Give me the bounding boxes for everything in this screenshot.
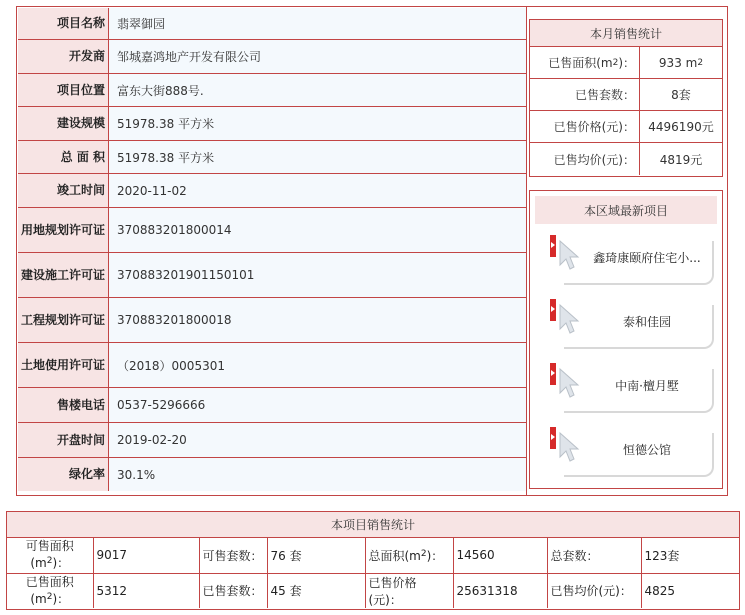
monthly-value: 4496190元 bbox=[648, 120, 714, 134]
latest-projects-title: 本区域最新项目 bbox=[535, 196, 717, 224]
monthly-sales-box bbox=[529, 19, 723, 177]
stat-label: 已售价格(元)： bbox=[365, 573, 453, 608]
superscript: 2 bbox=[46, 591, 53, 602]
stat-label bbox=[365, 538, 453, 573]
info-label: 土地使用许可证 bbox=[18, 343, 109, 387]
table-row bbox=[7, 538, 739, 573]
info-label: 绿化率 bbox=[18, 458, 109, 491]
latest-project-item[interactable] bbox=[546, 427, 718, 483]
stat-label bbox=[7, 573, 93, 608]
stat-value: 45 套 bbox=[267, 573, 365, 608]
monthly-label bbox=[530, 47, 640, 78]
table-row bbox=[7, 573, 739, 608]
info-row-land-permit bbox=[18, 208, 526, 253]
latest-project-item[interactable] bbox=[546, 363, 718, 419]
info-value: 邹城嘉鸿地产开发有限公司 bbox=[109, 40, 526, 73]
latest-project-item[interactable] bbox=[546, 235, 718, 291]
stat-value: 76 套 bbox=[267, 538, 365, 573]
info-value: 370883201901150101 bbox=[109, 253, 526, 297]
info-label: 建设施工许可证 bbox=[18, 253, 109, 297]
info-value: 51978.38 平方米 bbox=[109, 107, 526, 140]
red-tab-icon bbox=[550, 235, 556, 257]
monthly-value bbox=[640, 47, 722, 78]
red-tab-icon bbox=[550, 363, 556, 385]
monthly-label: 已售套数： bbox=[530, 79, 640, 110]
info-label: 项目名称 bbox=[18, 8, 109, 39]
info-row-name bbox=[18, 8, 526, 40]
superscript: 2 bbox=[612, 57, 619, 68]
info-value: 370883201800018 bbox=[109, 298, 526, 342]
total-area-label: 总面积(m bbox=[368, 548, 421, 563]
project-sales-box bbox=[6, 511, 740, 610]
info-label: 售楼电话 bbox=[18, 388, 109, 422]
info-label: 工程规划许可证 bbox=[18, 298, 109, 342]
monthly-row-price bbox=[530, 111, 722, 143]
stat-value: 123套 bbox=[641, 538, 739, 573]
info-label: 开发商 bbox=[18, 40, 109, 73]
info-label: 总 面 积 bbox=[18, 141, 109, 173]
red-tab-icon bbox=[550, 299, 556, 321]
unit-tail: )： bbox=[52, 556, 70, 571]
info-value: 2020-11-02 bbox=[109, 174, 526, 207]
info-label: 竣工时间 bbox=[18, 174, 109, 207]
superscript: 2 bbox=[420, 548, 427, 559]
info-row-land-use-permit bbox=[18, 343, 526, 388]
monthly-row-avg bbox=[530, 143, 722, 175]
monthly-label: 已售价格(元)： bbox=[530, 111, 640, 142]
latest-project-name[interactable]: 中南·檀月墅 bbox=[615, 379, 679, 393]
stat-label: 可售套数： bbox=[199, 538, 267, 573]
stat-label: 已售均价(元)： bbox=[547, 573, 641, 608]
project-info-table bbox=[18, 8, 526, 491]
project-sales-table bbox=[7, 538, 739, 608]
info-label: 建设规模 bbox=[18, 107, 109, 140]
sold-area-label: 已售面积 bbox=[25, 574, 74, 589]
info-row-completion bbox=[18, 174, 526, 208]
monthly-row-area bbox=[530, 47, 722, 79]
stat-value: 25631318 bbox=[453, 573, 547, 608]
monthly-value: 4819元 bbox=[659, 152, 703, 167]
info-row-scale bbox=[18, 107, 526, 141]
info-value: 51978.38 平方米 bbox=[109, 141, 526, 173]
unit-tail: )： bbox=[52, 591, 70, 606]
info-row-total-area bbox=[18, 141, 526, 174]
monthly-value: 8套 bbox=[671, 88, 691, 102]
superscript: 2 bbox=[697, 57, 704, 68]
info-value: 2019-02-20 bbox=[109, 423, 526, 457]
info-row-engineering-permit bbox=[18, 298, 526, 343]
latest-project-name[interactable]: 恒德公馆 bbox=[622, 443, 671, 457]
red-tab-icon bbox=[550, 427, 556, 449]
stat-value: 9017 bbox=[93, 538, 199, 573]
info-value: （2018）0005301 bbox=[109, 343, 526, 387]
latest-projects-box bbox=[529, 190, 723, 489]
column-divider bbox=[526, 7, 527, 495]
monthly-label: 已售均价(元)： bbox=[530, 143, 640, 175]
label-tail: )： bbox=[618, 56, 635, 70]
superscript: 2 bbox=[46, 556, 53, 567]
info-value: 翡翠御园 bbox=[109, 8, 526, 39]
project-sales-title: 本项目销售统计 bbox=[7, 512, 739, 538]
monthly-area-label: 已售面积(m bbox=[548, 56, 613, 70]
info-label: 用地规划许可证 bbox=[18, 208, 109, 252]
info-value: 30.1% bbox=[109, 458, 526, 491]
monthly-row-count bbox=[530, 79, 722, 111]
stat-label bbox=[7, 538, 93, 573]
info-value: 0537-5296666 bbox=[109, 388, 526, 422]
stat-label: 总套数： bbox=[547, 538, 641, 573]
unit-text: (m bbox=[30, 556, 47, 571]
info-row-phone bbox=[18, 388, 526, 423]
label-tail: )： bbox=[426, 548, 444, 563]
stat-value: 4825 bbox=[641, 573, 739, 608]
monthly-area-value: 933 m bbox=[658, 55, 698, 70]
latest-project-name[interactable]: 泰和佳园 bbox=[622, 315, 671, 329]
info-label: 项目位置 bbox=[18, 74, 109, 106]
monthly-sales-title: 本月销售统计 bbox=[530, 20, 722, 47]
latest-project-item[interactable] bbox=[546, 299, 718, 355]
info-value: 370883201800014 bbox=[109, 208, 526, 252]
info-row-construction-permit bbox=[18, 253, 526, 298]
stat-value: 5312 bbox=[93, 573, 199, 608]
stat-value: 14560 bbox=[453, 538, 547, 573]
info-row-developer bbox=[18, 40, 526, 74]
stat-label: 已售套数： bbox=[199, 573, 267, 608]
info-row-location bbox=[18, 74, 526, 107]
latest-project-name[interactable]: 鑫琦康颐府住宅小... bbox=[593, 251, 701, 265]
info-value: 富东大街888号. bbox=[109, 74, 526, 106]
unit-text: (m bbox=[30, 591, 47, 606]
info-row-greening bbox=[18, 458, 526, 491]
info-label: 开盘时间 bbox=[18, 423, 109, 457]
avail-area-label: 可售面积 bbox=[25, 539, 74, 554]
info-row-opening bbox=[18, 423, 526, 458]
